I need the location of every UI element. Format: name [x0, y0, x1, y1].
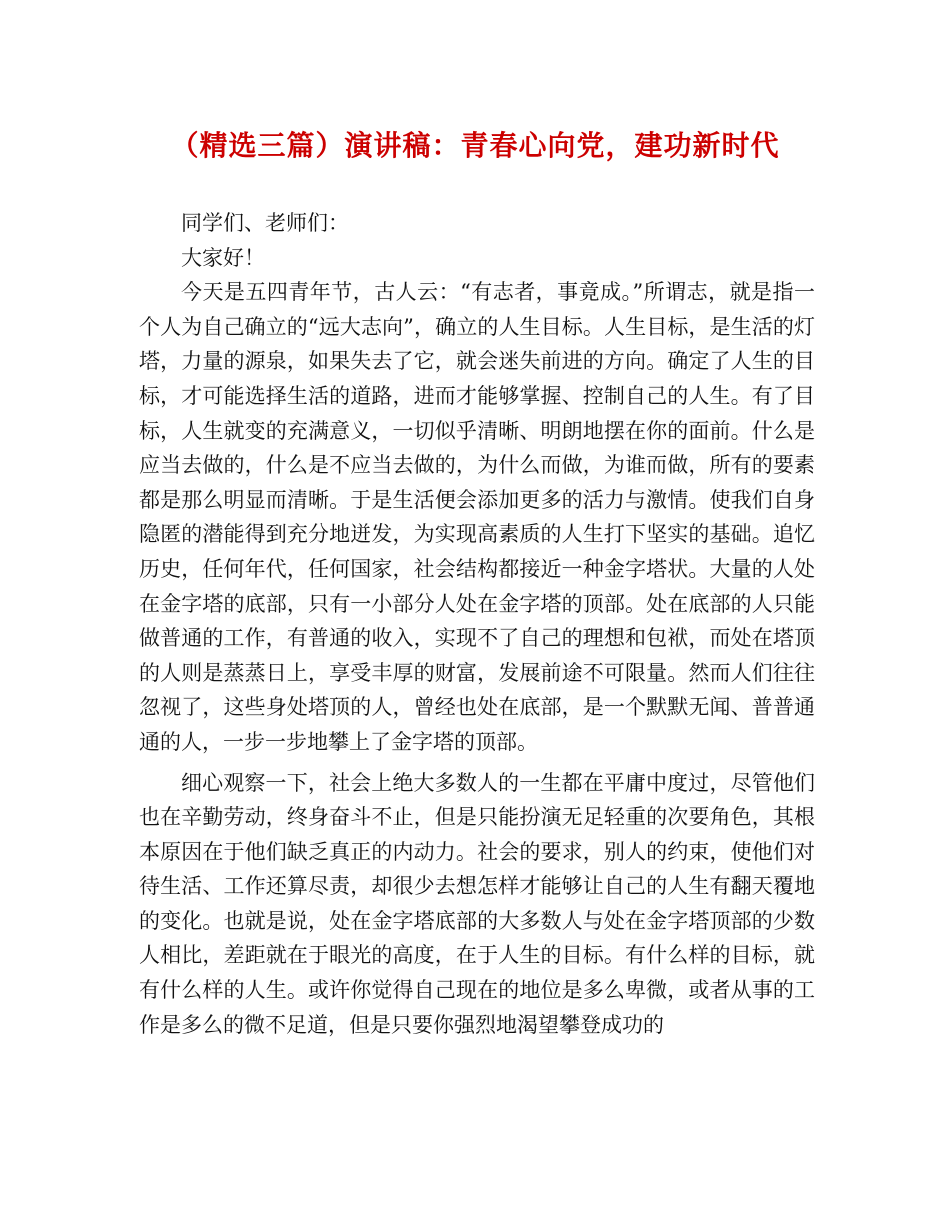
document-body	[139, 206, 815, 1042]
greeting: 大家好！	[181, 245, 265, 270]
body-paragraph: 今天是五四青年节，古人云：“有志者，事竟成。”所谓志，就是指一个人为自己确立的“远大志向”，确立的人生目标。人生目标，是生活的灯塔，力量的源泉，如果失去了它，就会迷失前进的方向。确定了人生的目标，才可能选择生活的道路，进而才能够掌握、控制自己的人生。有了目标，人生就变的充满意义，一切似乎清晰、明朗地摆在你的面前。什么是应当去做的，什么是不应当去做的，为什么而做，为谁而做，所有的要素都是那么明显而清晰。于是生活便会添加更多的活力与激情。使我们自身隐匿的潜能得到充分地迸发，为实现高素质的人生打下坚实的基础。追忆历史，任何年代，任何国家，社会结构都接近一种金字塔状。大量的人处在金字塔的底部，只有一小部分人处在金字塔的顶部。处在底部的人只能做普通的工作，有普通的收入，实现不了自己的理想和包袱，而处在塔顶的人则是蒸蒸日上，享受丰厚的财富，发展前途不可限量。然而人们往往忽视了，这些身处塔顶的人，曾经也处在底部，是一个默默无闻、普普通通的人，一步一步地攀上了金字塔的顶部。	[139, 280, 815, 754]
document-title: （精选三篇）演讲稿：青春心向党，建功新时代	[170, 129, 780, 162]
salutation: 同学们、老师们：	[181, 211, 349, 235]
body-paragraph: 细心观察一下，社会上绝大多数人的一生都在平庸中度过，尽管他们也在辛勤劳动，终身奋斗不止，但是只能扮演无足轻重的次要角色，其根本原因在于他们缺乏真正的内动力。社会的要求，别人的约束，使他们对待生活、工作还算尽责，却很少去想怎样才能够让自己的人生有翻天覆地的变化。也就是说，处在金字塔底部的大多数人与处在金字塔顶部的少数人相比，差距就在于眼光的高度，在于人生的目标。有什么样的目标，就有什么样的人生。或许你觉得自己现在的地位是多么卑微，或者从事的工作是多么的微不足道，但是只要你强烈地渴望攀登成功的	[139, 770, 815, 1037]
